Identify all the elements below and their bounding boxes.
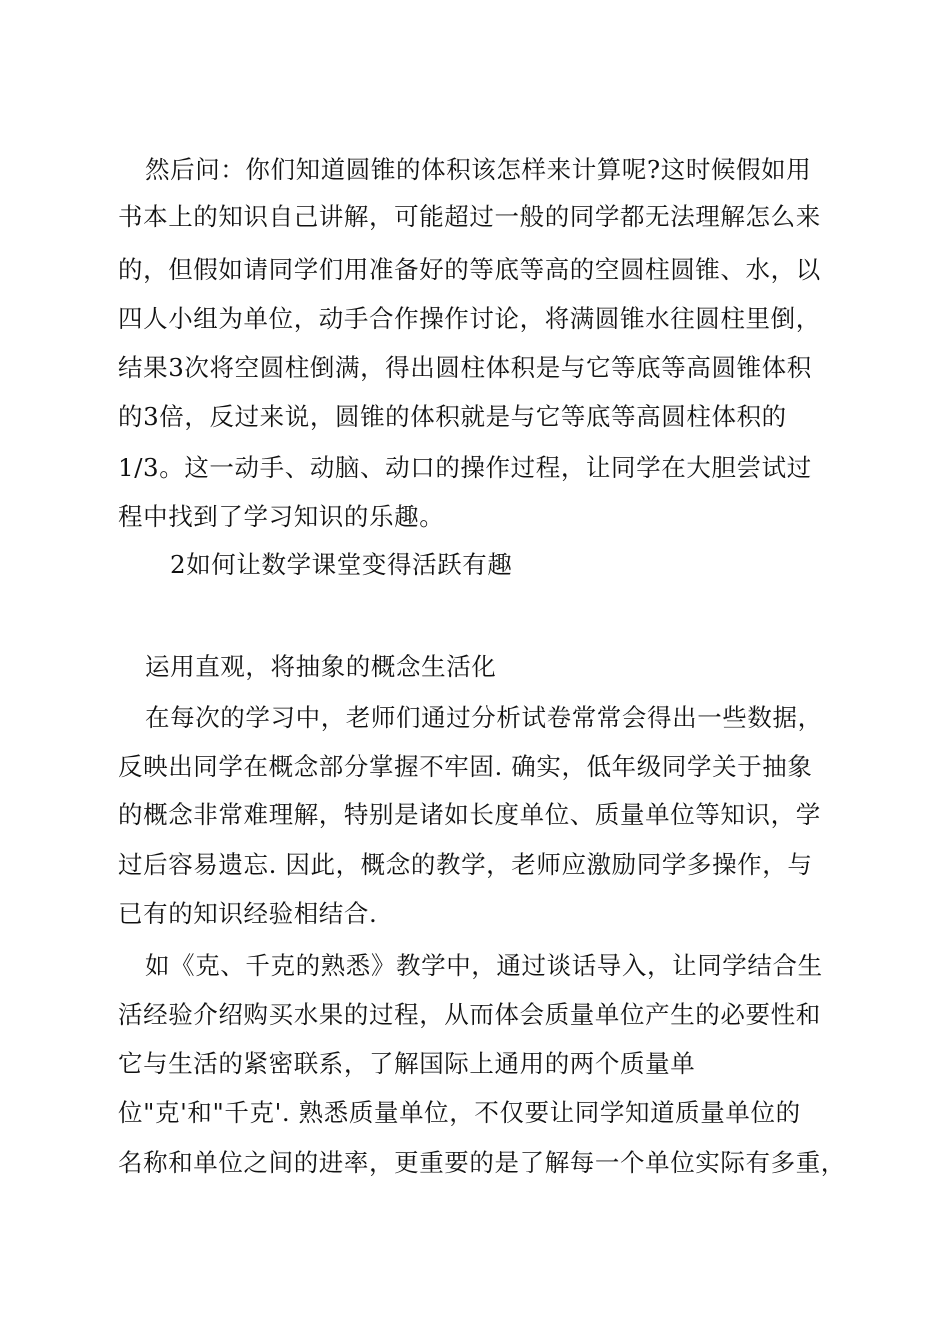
paragraph-line: 过后容易遗忘. 因此，概念的教学，老师应激励同学多操作，与 (118, 850, 813, 879)
section-heading: 2如何让数学课堂变得活跃有趣 (170, 550, 513, 579)
paragraph-line: 的，但假如请同学们用准备好的等底等高的空圆柱圆锥、水，以 (118, 255, 821, 284)
paragraph-line: 然后问：你们知道圆锥的体积该怎样来计算呢?这时候假如用 (145, 155, 812, 184)
paragraph-line: 程中找到了学习知识的乐趣。 (118, 502, 445, 531)
paragraph-line: 的概念非常难理解，特别是诸如长度单位、质量单位等知识，学 (118, 800, 821, 829)
paragraph-line: 它与生活的紧密联系，了解国际上通用的两个质量单 (118, 1049, 696, 1078)
paragraph-line: 1/3。这一动手、动脑、动口的操作过程，让同学在大胆尝试过 (118, 453, 812, 482)
paragraph-line: 如《克、千克的熟悉》教学中，通过谈话导入，让同学结合生 (145, 951, 823, 980)
paragraph-line: 四人小组为单位，动手合作操作讨论，将满圆锥水往圆柱里倒， (118, 304, 821, 333)
paragraph-line: 已有的知识经验相结合. (118, 899, 378, 928)
paragraph-line: 在每次的学习中，老师们通过分析试卷常常会得出一些数据， (145, 703, 823, 732)
paragraph-line: 活经验介绍购买水果的过程，从而体会质量单位产生的必要性和 (118, 1000, 821, 1029)
paragraph-line: 位"克'和"千克'. 熟悉质量单位，不仅要让同学知道质量单位的 (118, 1098, 801, 1127)
paragraph-line: 的3倍，反过来说，圆锥的体积就是与它等底等高圆柱体积的 (118, 402, 787, 431)
paragraph-line: 名称和单位之间的进率，更重要的是了解每一个单位实际有多重， (118, 1148, 846, 1177)
paragraph-line: 书本上的知识自己讲解，可能超过一般的同学都无法理解怎么来 (118, 202, 821, 231)
paragraph-line: 结果3次将空圆柱倒满，得出圆柱体积是与它等底等高圆锥体积 (118, 353, 812, 382)
paragraph-line: 反映出同学在概念部分掌握不牢固. 确实，低年级同学关于抽象 (118, 752, 813, 781)
subsection-heading: 运用直观，将抽象的概念生活化 (145, 652, 497, 681)
